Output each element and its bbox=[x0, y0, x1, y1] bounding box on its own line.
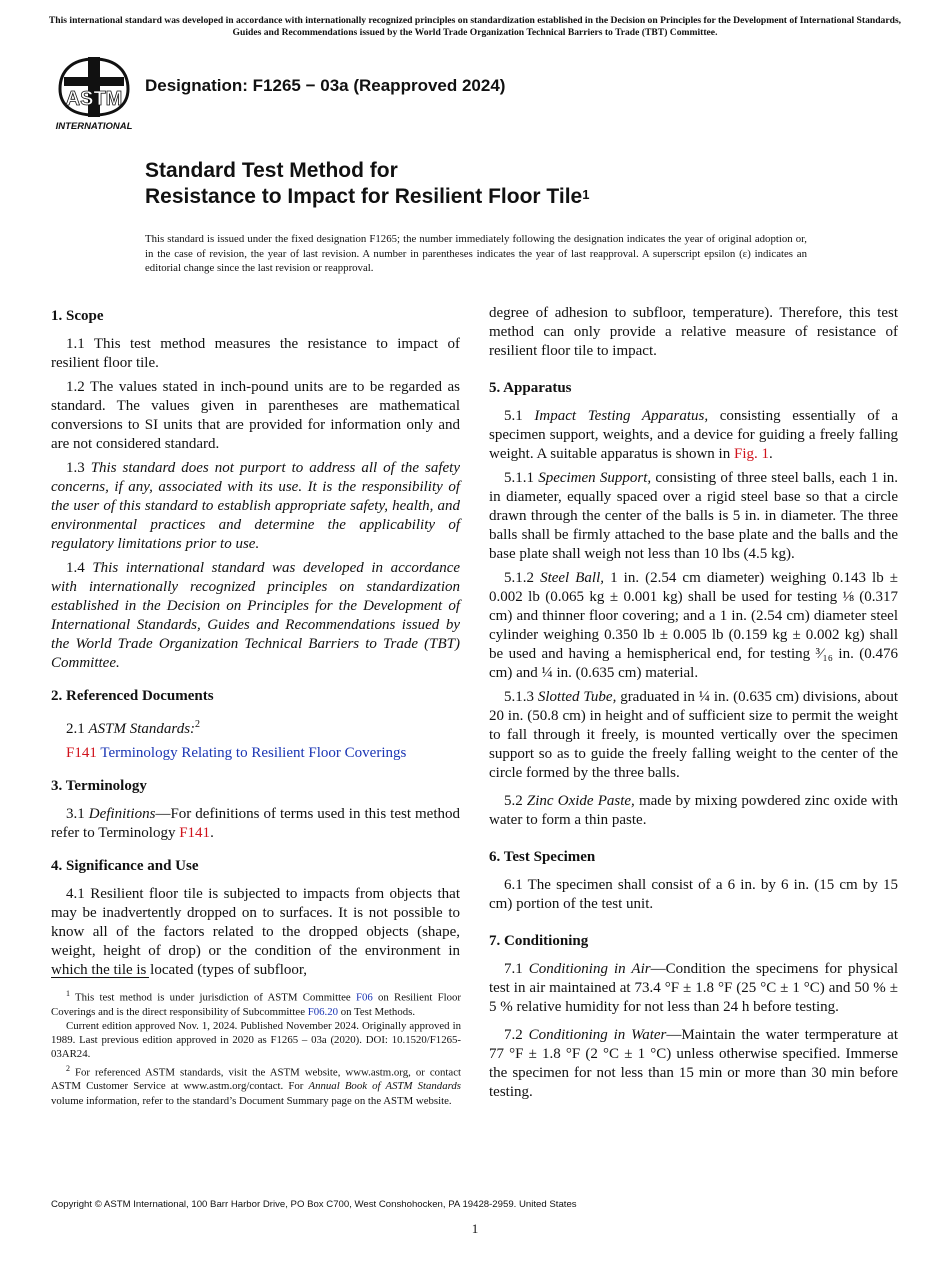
para-2-1: 2.1 ASTM Standards:$^2$ bbox=[66, 719, 201, 737]
issued-note: This standard is issued under the fixed designation F1265; the number immediately following the designation indicates the year of original adoption or, in the case of revision, the year of last revision. A number in parentheses indicates the year of last reapproval. A superscript epsilon (ε) indicates an editorial change since the last revision or reapproval. bbox=[145, 233, 807, 274]
footnote-divider bbox=[51, 977, 149, 978]
page-number: 1 bbox=[471, 1221, 479, 1236]
para-1-4: 1.4 This international standard was developed in accordance with internationally recognized principles on standardization established in the Decision on Principles for the Development of International Standards, Guides and Recommendations issued by the World Trade Organization Technical Barriers to Trade (TBT) Committee. bbox=[51, 560, 461, 671]
para-5-1-1: 5.1.1 Specimen Support, consisting of three steel balls, each 1 in. in diameter, equally spaced over a rigid steel base so that a circle drawn through the center of the balls is 5 in. in diameter. The three balls shall be firmly attached to the base plate and the balls and the base plate shall weigh not less than 10 lbs (4.5 kg). bbox=[489, 470, 898, 562]
para-6-1: 6.1 The specimen shall consist of a 6 in. by 6 in. (15 cm by 15 cm) portion of the test unit. bbox=[489, 877, 898, 912]
section-1-heading: 1. Scope bbox=[51, 308, 104, 324]
designation: Designation: F1265 − 03a (Reapproved 2024) bbox=[145, 76, 506, 95]
wto-banner: This international standard was developed in accordance with internationally recognized principles on standardization established in the Decision on Principles for the Development of International Standards, Guides and Recommendations issued by the World Trade Organization Technical Barriers to Trade (TBT) Committee. bbox=[48, 15, 902, 38]
para-1-1: 1.1 This test method measures the resistance to impact of resilient floor tile. bbox=[51, 336, 460, 371]
footnote-2: $^2$ For referenced ASTM standards, visit the ASTM website, www.astm.org, or contact ASTM Customer Service at www.astm.org/contact. For Annual Book of ASTM Standards volume information, refer to the standard’s Document Summary page on the ASTM website. bbox=[51, 1063, 461, 1107]
para-7-1: 7.1 Conditioning in Air—Condition the specimens for physical test in air maintained at 73.4 °F ± 1.8 °F (25 °C ± 1 °C) and 50 % ± 5 % relative humidity for not less than 24 h before testing. bbox=[489, 961, 898, 1015]
section-5-heading: 5. Apparatus bbox=[489, 380, 572, 396]
footnote-1: $^1$ This test method is under jurisdiction of ASTM Committee F06 on Resilient Floor Coverings and is the direct responsibility of Subcommittee F06.20 on Test Methods. bbox=[51, 989, 461, 1018]
copyright-notice: Copyright © ASTM International, 100 Barr Harbor Drive, PO Box C700, West Conshohocken, PA 19428-2959. United States bbox=[51, 1199, 577, 1210]
para-1-2: 1.2 The values stated in inch-pound units are to be regarded as standard. The values given in parentheses are mathematical conversions to SI units that are provided for information only and are not considered standard. bbox=[51, 379, 460, 452]
right-column bbox=[489, 304, 898, 1107]
title-line-2: Resistance to Impact for Resilient Floor Tile$^1$ bbox=[145, 185, 590, 208]
title-line-1: Standard Test Method for bbox=[145, 159, 398, 182]
section-7-heading: 7. Conditioning bbox=[489, 933, 589, 949]
footnote-1-edition: Current edition approved Nov. 1, 2024. Published November 2024. Originally approved in 1989. Last previous edition approved in 2020 as F1265 – 03a (2020). DOI: 10.1520/F1265-03AR24. bbox=[51, 1020, 461, 1061]
para-5-1: 5.1 Impact Testing Apparatus, consisting essentially of a specimen support, weights, and a device for guiding a freely falling weight. A suitable apparatus is shown in Fig. 1. bbox=[489, 408, 899, 462]
title-footnote-mark: 1 bbox=[582, 187, 590, 202]
para-5-1-2: 5.1.2 Steel Ball, 1 in. (2.54 cm diameter) weighing 0.143 lb ± 0.002 lb (0.065 kg ± 0.001 kg) shall be used for testing ⅛ (0.317 cm) and thinner floor covering; and a 1 in. (2.54 cm) diameter steel cylinder weighing 0.350 lb ± 0.005 lb (0.159 kg ± 0.002 kg) shall be used and having a hemispherical end, for testing ³⁄₁₆ in. (0.476 cm) and ¼ in. (0.635 cm) material. bbox=[489, 570, 898, 681]
section-2-heading: 2. Referenced Documents bbox=[51, 688, 214, 704]
para-5-1-3: 5.1.3 Slotted Tube, graduated in ¼ in. (0.635 cm) divisions, about 20 in. (50.8 cm) in height and of sufficient size to permit the weight to fall through it freely, is mounted vertically over the specimen support so as to guide the freely falling weight to the center of the circle formed by the three balls. bbox=[489, 689, 899, 781]
footnotes bbox=[51, 987, 461, 1108]
page-title bbox=[145, 158, 589, 210]
section-3-heading: 3. Terminology bbox=[51, 778, 147, 794]
logo-text: ASTM bbox=[65, 88, 123, 110]
para-3-1: 3.1 Definitions—For definitions of terms used in this test method refer to Terminology F141. bbox=[51, 806, 460, 841]
para-1-3: 1.3 This standard does not purport to address all of the safety concerns, if any, associated with its use. It is the responsibility of the user of this standard to establish appropriate safety, health, and environmental practices and determine the applicability of regulatory limitations prior to use. bbox=[51, 460, 461, 552]
ref-code-link: F141 bbox=[66, 745, 97, 761]
section-4-heading: 4. Significance and Use bbox=[51, 858, 199, 874]
para-4-1-continued: degree of adhesion to subfloor, temperature). Therefore, this test method can only provide a relative measure of resistance of resilient floor tile to impact. bbox=[489, 305, 898, 359]
astm-logo bbox=[50, 55, 138, 135]
para-4-1: 4.1 Resilient floor tile is subjected to impacts from objects that may be inadvertently dropped on to surfaces. It is not possible to know all of the factors related to the dropped objects (shape, weight, height of drop) or the condition of the environment in which the tile is located (types of subfloor, bbox=[51, 886, 460, 978]
fig-1-link[interactable]: Fig. 1 bbox=[733, 446, 769, 462]
committee-f06-link[interactable]: F06 bbox=[355, 991, 373, 1004]
f141-link[interactable]: F141 bbox=[179, 825, 211, 841]
ref-title-link: Terminology Relating to Resilient Floor Coverings bbox=[96, 745, 407, 761]
logo-subtext: INTERNATIONAL bbox=[55, 121, 133, 132]
left-column bbox=[51, 307, 460, 985]
subcommittee-f0620-link[interactable]: F06.20 bbox=[307, 1005, 338, 1018]
para-7-2: 7.2 Conditioning in Water—Maintain the water termperature at 77 °F ± 1.8 °F (2 °C ± 1 °C) unless otherwise specified. Immerse the specimen for not less than 15 min or more than 30 min before testing. bbox=[489, 1027, 898, 1100]
para-5-2: 5.2 Zinc Oxide Paste, made by mixing powdered zinc oxide with water to form a thin paste. bbox=[489, 793, 899, 828]
section-6-heading: 6. Test Specimen bbox=[489, 849, 596, 865]
reference-f141[interactable] bbox=[51, 744, 460, 763]
